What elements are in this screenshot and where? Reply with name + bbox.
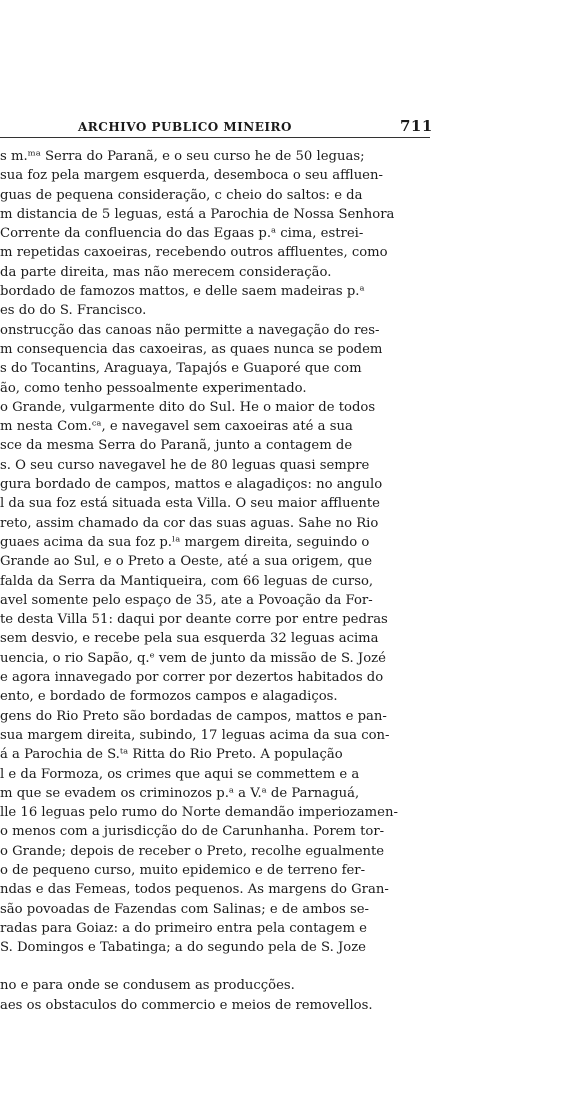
text-line: o Grande; depois de receber o Preto, recolhe egualmente bbox=[0, 843, 385, 859]
text-line: sua foz pela margem esquerda, desemboca o seu affluen- bbox=[0, 168, 383, 184]
text-line: l e da Formoza, os crimes que aqui se commettem e a bbox=[0, 766, 360, 782]
text-line: o de pequeno curso, muito epidemico e de terreno fer- bbox=[0, 862, 366, 878]
text-line: sem desvio, e recebe pela sua esquerda 32 leguas acima bbox=[0, 631, 379, 647]
text-line: Grande ao Sul, e o Preto a Oeste, até a sua origem, que bbox=[0, 554, 373, 570]
text-line: l da sua foz está situada esta Villa. O seu maior affluente bbox=[0, 496, 380, 512]
text-line: m repetidas caxoeiras, recebendo outros affluentes, como bbox=[0, 245, 388, 261]
text-line: gura bordado de campos, mattos e alagadiços: no angulo bbox=[0, 477, 383, 493]
text-line: m consequencia das caxoeiras, as quaes nunca se podem bbox=[0, 341, 383, 357]
text-line: lle 16 leguas pelo rumo do Norte demandão imperiozamen- bbox=[0, 805, 398, 821]
text-line: aes os obstaculos do commercio e meios de removellos. bbox=[0, 997, 373, 1013]
header-rule bbox=[0, 137, 430, 138]
paragraph-gap bbox=[0, 957, 432, 976]
page-number: 711 bbox=[400, 117, 433, 135]
text-line: m que se evadem os criminozos p.ᵃ a V.ᵃ de Parnaguá, bbox=[0, 785, 360, 801]
text-line: no e para onde se condusem as producções. bbox=[0, 978, 295, 994]
text-line: são povoadas de Fazendas com Salinas; e de ambos se- bbox=[0, 901, 370, 917]
text-line: te desta Villa 51: daqui por deante corre por entre pedras bbox=[0, 612, 388, 628]
text-line: S. Domingos e Tabatinga; a do segundo pela de S. Joze bbox=[0, 940, 366, 956]
text-line: s do Tocantins, Araguaya, Tapajós e Guaporé que com bbox=[0, 361, 362, 377]
text-line: guas de pequena consideração, c cheio do saltos: e da bbox=[0, 187, 363, 203]
paragraph-block-closing bbox=[0, 976, 432, 1015]
text-line: sce da mesma Serra do Paranã, junto a contagem de bbox=[0, 438, 353, 454]
text-line: m nesta Com.ᶜᵃ, e navegavel sem caxoeiras até a sua bbox=[0, 419, 353, 435]
text-line: ndas e das Femeas, todos pequenos. As margens do Gran- bbox=[0, 882, 389, 898]
text-line: falda da Serra da Mantiqueira, com 66 leguas de curso, bbox=[0, 573, 374, 589]
text-line: s m.ᵐᵃ Serra do Paranã, e o seu curso he de 50 leguas; bbox=[0, 149, 365, 164]
text-line: guaes acima da sua foz p.ˡᵃ margem direita, seguindo o bbox=[0, 534, 370, 550]
text-line: e agora innavegado por correr por dezertos habitados do bbox=[0, 670, 384, 686]
text-line: ento, e bordado de formozos campos e alagadiços. bbox=[0, 689, 338, 705]
text-line: bordado de famozos mattos, e delle saem madeiras p.ᵃ bbox=[0, 284, 365, 300]
text-line: o Grande, vulgarmente dito do Sul. He o maior de todos bbox=[0, 399, 376, 415]
text-line: m distancia de 5 leguas, está a Parochia de Nossa Senhora bbox=[0, 206, 395, 222]
text-line: ão, como tenho pessoalmente experimentado. bbox=[0, 380, 307, 396]
text-line: sua margem direita, subindo, 17 leguas acima da sua con- bbox=[0, 727, 390, 743]
text-line: radas para Goiaz: a do primeiro entra pela contagem e bbox=[0, 920, 367, 936]
text-line: onstrucção das canoas não permitte a navegação do res- bbox=[0, 322, 380, 338]
text-line: Corrente da confluencia do das Egaas p.ᵃ cima, estrei- bbox=[0, 226, 364, 242]
text-line: reto, assim chamado da cor das suas aguas. Sahe no Rio bbox=[0, 515, 379, 531]
text-line: da parte direita, mas não merecem consideração. bbox=[0, 264, 332, 280]
journal-title: ARCHIVO PUBLICO MINEIRO bbox=[78, 120, 292, 134]
text-line: avel somente pelo espaço de 35, ate a Povoação da For- bbox=[0, 592, 373, 608]
text-line: s. O seu curso navegavel he de 80 leguas quasi sempre bbox=[0, 457, 370, 473]
text-line: gens do Rio Preto são bordadas de campos, mattos e pan- bbox=[0, 708, 387, 724]
text-line: es do do S. Francisco. bbox=[0, 303, 147, 319]
text-line: o menos com a jurisdicção do de Carunhanha. Porem tor- bbox=[0, 824, 385, 840]
body-text bbox=[0, 147, 432, 1015]
text-line: uencia, o rio Sapão, q.ᵉ vem de junto da missão de S. Jozé bbox=[0, 650, 386, 666]
paragraph-block-main bbox=[0, 147, 432, 957]
text-line: á a Parochia de S.ᵗᵃ Ritta do Rio Preto. A população bbox=[0, 747, 343, 763]
